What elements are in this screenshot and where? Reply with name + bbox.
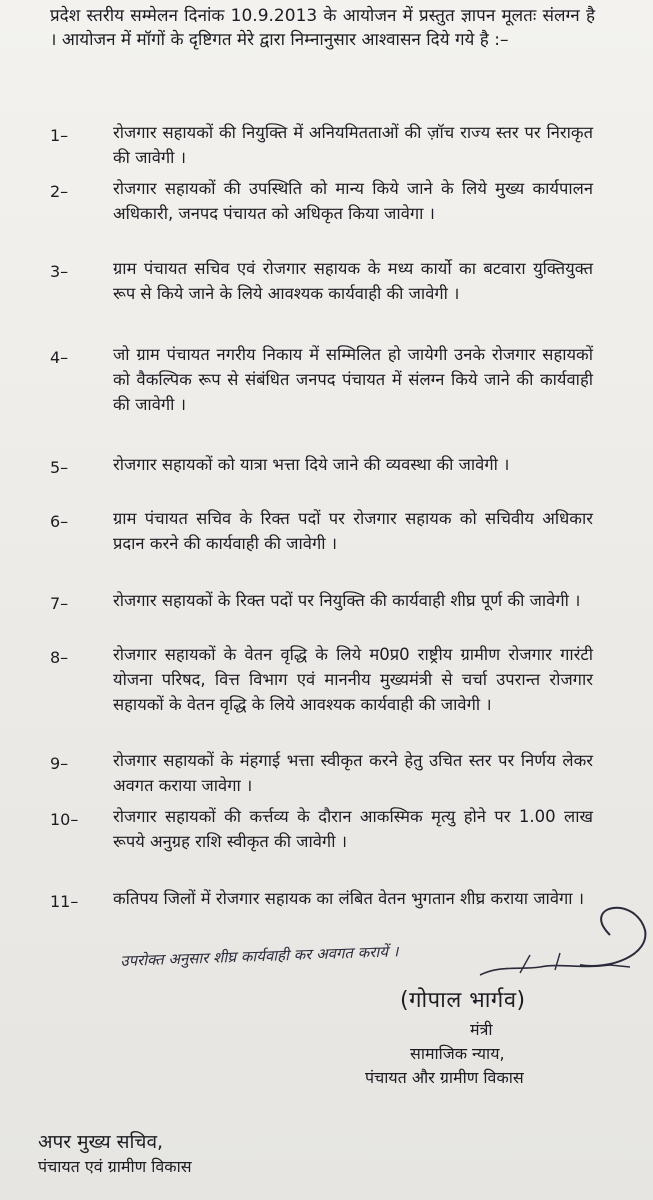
item-number: 7– bbox=[50, 594, 69, 613]
addressee-title: अपर मुख्य सचिव, bbox=[38, 1131, 164, 1153]
signatory-name: (गोपाल भार्गव) bbox=[400, 988, 526, 1013]
intro-paragraph: प्रदेश स्तरीय सम्मेलन दिनांक 10.9.2013 के आयोजन में प्रस्तुत ज्ञापन मूलतः संलग्न है । आयोजन में मॉगों के दृष्टिगत मेरे द्वारा निम्नानुसार आश्वासन दिये गये है :– bbox=[50, 6, 595, 50]
item-text: ग्राम पंचायत सचिव के रिक्त पदों पर रोजगार सहायक को सचिवीय अधिकार प्रदान करने की कार्यवाही की जावेगी । bbox=[113, 509, 593, 553]
item-number: 6– bbox=[50, 512, 69, 531]
item-number: 1– bbox=[50, 126, 69, 145]
addressee-office: पंचायत एवं ग्रामीण विकास bbox=[38, 1157, 192, 1176]
item-number: 3– bbox=[50, 262, 69, 281]
signatory-department-line-2: पंचायत और ग्रामीण विकास bbox=[365, 1068, 524, 1087]
item-number: 11– bbox=[50, 892, 79, 911]
item-text: जो ग्राम पंचायत नगरीय निकाय में सम्मिलित हो जायेगी उनके रोजगार सहायकों को वैकल्पिक रूप से संबंधित जनपद पंचायत में संलग्न किये जाने की कार्यवाही की जावेगी । bbox=[113, 345, 593, 414]
item-text: रोजगार सहायकों के वेतन वृद्धि के लिये म0प्र0 राष्ट्रीय ग्रामीण रोजगार गारंटी योजना परिषद, वित्त विभाग एवं माननीय मुख्यमंत्री से चर्चा उपरान्त रोजगार सहायकों के वेतन वृद्धि के लिये आवश्यक कार्यवाही की जावेगी । bbox=[113, 645, 593, 714]
item-number: 8– bbox=[50, 648, 69, 667]
item-number: 10– bbox=[50, 810, 79, 829]
item-text: रोजगार सहायकों के मंहगाई भत्ता स्वीकृत करने हेतु उचित स्तर पर निर्णय लेकर अवगत कराया जावेगा । bbox=[113, 751, 593, 795]
item-text: कतिपय जिलों में रोजगार सहायक का लंबित वेतन भुगतान शीघ्र कराया जावेगा । bbox=[113, 889, 585, 908]
item-text: रोजगार सहायकों को यात्रा भत्ता दिये जाने की व्यवस्था की जावेगी । bbox=[113, 455, 510, 474]
item-text: ग्राम पंचायत सचिव एवं रोजगार सहायक के मध्य कार्यो का बटवारा युक्तियुक्त रूप से किये जाने के लिये आवश्यक कार्यवाही की जावेगी । bbox=[113, 259, 593, 303]
item-text: रोजगार सहायकों की उपस्थिति को मान्य किये जाने के लिये मुख्य कार्यपालन अधिकारी, जनपद पंचायत को अधिकृत किया जावेगा । bbox=[113, 179, 593, 223]
item-number: 4– bbox=[50, 348, 69, 367]
signatory-title: मंत्री bbox=[470, 1020, 493, 1039]
handwritten-signature bbox=[460, 895, 650, 985]
item-text: रोजगार सहायकों की कर्त्तव्य के दौरान आकस्मिक मृत्यु होने पर 1.00 लाख रूपये अनुग्रह राशि स्वीकृत की जावेगी । bbox=[113, 807, 593, 851]
item-text: रोजगार सहायकों की नियुक्ति में अनियमितताओं की ज़ॉच राज्य स्तर पर निराकृत की जावेगी । bbox=[113, 123, 593, 167]
handwritten-note: उपरोक्त अनुसार शीघ्र कार्यवाही कर अवगत करायें । bbox=[120, 942, 399, 970]
item-number: 5– bbox=[50, 458, 69, 477]
item-text: रोजगार सहायकों के रिक्त पदों पर नियुक्ति की कार्यवाही शीघ्र पूर्ण की जावेगी । bbox=[113, 591, 581, 610]
item-number: 2– bbox=[50, 182, 69, 201]
item-number: 9– bbox=[50, 754, 69, 773]
signatory-department-line-1: सामाजिक न्याय, bbox=[410, 1044, 505, 1063]
